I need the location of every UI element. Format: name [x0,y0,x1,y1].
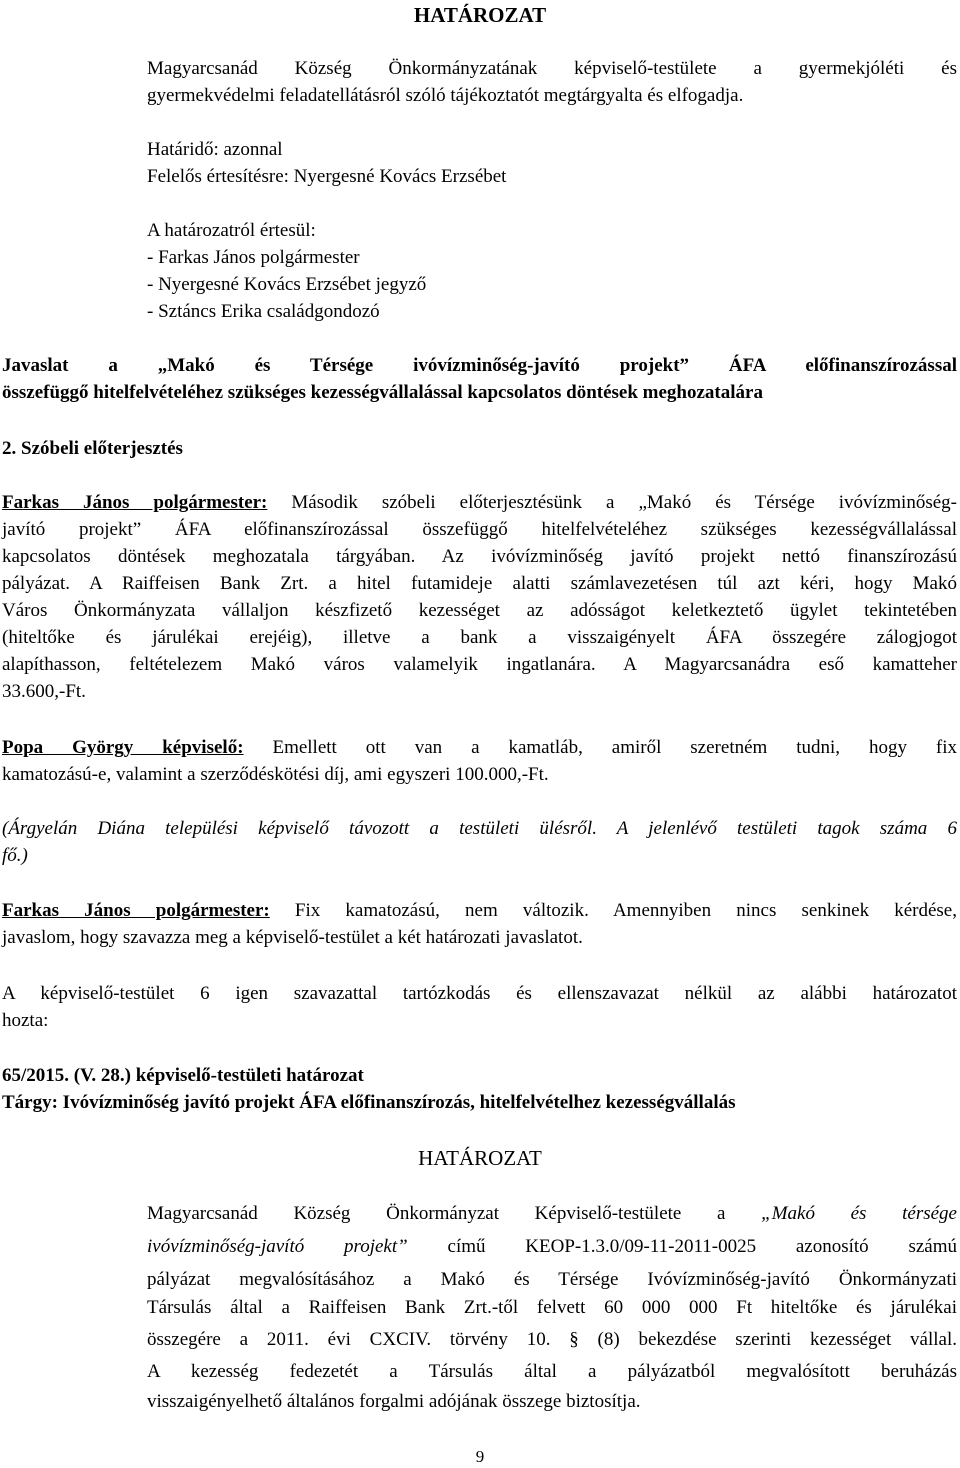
resolution-line-2 [147,1234,957,1260]
vote-line-2: hozta: [2,1010,49,1031]
notified-item: - Farkas János polgármester [147,247,360,268]
project-name: „Makó és térsége [761,1203,957,1224]
resolution-line: A kezesség fedezetét a Társulás által a pályázatból megvalósított beruházás [147,1361,957,1382]
speech3-first-line [2,898,957,924]
speech2-first-line [2,735,957,761]
notified-item: - Sztáncs Erika családgondozó [147,301,380,322]
speech1-line: Város Önkormányzata vállaljon készfizető kezességet az adósságot keletkeztető ügylet tekintetében [2,600,957,621]
resolution-line: Társulás által a Raiffeisen Bank Zrt.-től felvett 60 000 000 Ft hiteltőke és járulékai [147,1297,957,1318]
speech2-last-line: kamatozású-e, valamint a szerződéskötési díj, ami egyszeri 100.000,-Ft. [2,764,549,785]
intro-line-2: gyermekvédelmi feladatellátásról szóló tájékoztatót megtárgyalta és elfogadja. [147,85,744,106]
speaker-popa: Popa György képviselő: [2,737,244,758]
vote-line-1: A képviselő-testület 6 igen szavazattal tartózkodás és ellenszavazat nélkül az alábbi határozatot [2,983,957,1004]
resolution-text: című KEOP-1.3.0/09-11-2011-0025 azonosító számú [407,1236,958,1257]
speech1-last-line: 33.600,-Ft. [2,681,86,702]
resolution-last-line: visszaigényelhető általános forgalmi adójának összege biztosítja. [147,1391,641,1412]
speaker-farkas: Farkas János polgármester: [2,900,270,921]
page-number: 9 [475,1447,485,1466]
speech1-line: kapcsolatos döntések meghozatala tárgyában. Az ivóvízminőség javító projekt nettó finanszírozású [2,546,957,567]
speech1-line: (hiteltőke és járulékai erejéig), illetve a bank a visszaigényelt ÁFA összegére zálogjogot [2,627,957,648]
speech1-line: javító projekt” ÁFA előfinanszírozással összefüggő hitelfelvételéhez szükséges kezességvállalással [2,519,957,540]
notified-heading: A határozatról értesül: [147,220,316,241]
top-heading: HATÁROZAT [413,3,547,27]
resolution-text: Magyarcsanád Község Önkormányzat Képviselő-testülete a [147,1203,762,1224]
project-name: ivóvízminőség-javító projekt” [147,1236,408,1257]
section-number: 2. [2,438,17,459]
resolution-subject: Tárgy: Ivóvízminőség javító projekt ÁFA előfinanszírozás, hitelfelvételhez kezességvállalás [2,1092,736,1113]
section-heading [2,436,183,462]
deadline: Határidő: azonnal [147,139,283,160]
resolution-heading: HATÁROZAT [418,1146,542,1170]
speech3-text: Fix kamatozású, nem változik. Amennyiben nincs senkinek kérdése, [269,900,957,921]
resolution-line-1 [147,1201,957,1227]
speech2-text: Emellett ott van a kamatláb, amiről szeretném tudni, hogy fix [243,737,957,758]
speech3-last-line: javaslom, hogy szavazza meg a képviselő-testület a két határozati javaslatot. [2,927,583,948]
section-title: Szóbeli előterjesztés [21,438,183,459]
resolution-id: 65/2015. (V. 28.) képviselő-testületi határozat [2,1065,364,1086]
proposal-line-2: összefüggő hitelfelvételéhez szükséges kezességvállalással kapcsolatos döntések meghozatalára [2,382,763,403]
resolution-line: pályázat megvalósításához a Makó és Térsége Ivóvízminőség-javító Önkormányzati [147,1269,957,1290]
speech1-first-line [2,490,957,516]
resolution-line: összegére a 2011. évi CXCIV. törvény 10. § (8) bekezdése szerinti kezességet vállal. [147,1329,957,1350]
speech1-line: alapíthasson, feltételezem Makó város valamelyik ingatlanára. A Magyarcsanádra eső kamatteher [2,654,957,675]
note-line-2: fő.) [2,845,28,866]
proposal-line-1: Javaslat a „Makó és Térsége ivóvízminőség-javító projekt” ÁFA előfinanszírozással [2,355,957,376]
speech1-text: Második szóbeli előterjesztésünk a „Makó és Térsége ivóvízminőség- [267,492,957,513]
speaker-farkas: Farkas János polgármester: [2,492,268,513]
note-line-1: (Árgyelán Diána települési képviselő távozott a testületi ülésről. A jelenlévő testületi tagok száma 6 [2,818,957,839]
responsible: Felelős értesítésre: Nyergesné Kovács Erzsébet [147,166,507,187]
notified-item: - Nyergesné Kovács Erzsébet jegyző [147,274,427,295]
speech1-line: pályázat. A Raiffeisen Bank Zrt. a hitel futamideje alatti számlavezetésen túl azt kéri, hogy Makó [2,573,957,594]
intro-line-1: Magyarcsanád Község Önkormányzatának képviselő-testülete a gyermekjóléti és [147,58,957,79]
